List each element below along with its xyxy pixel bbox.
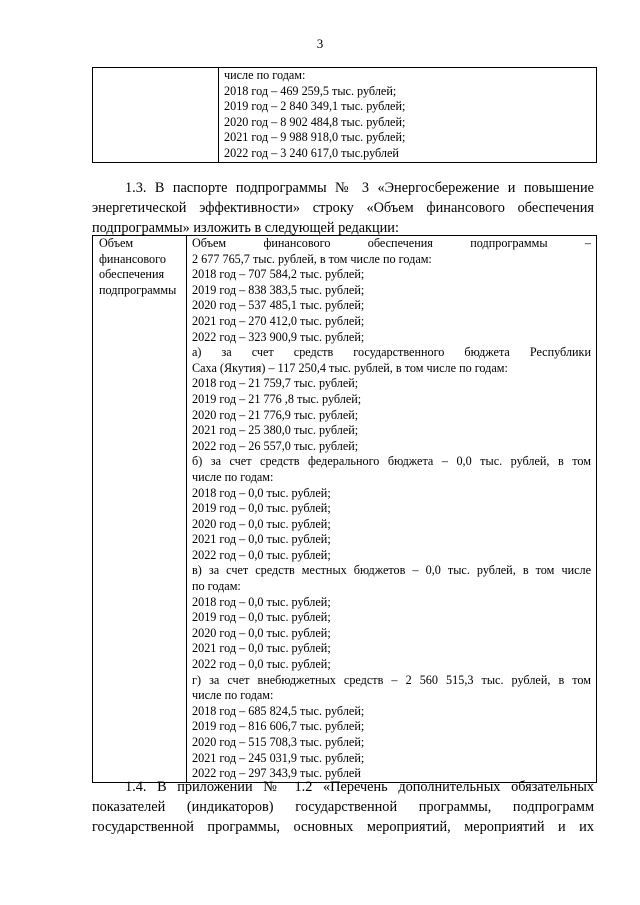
label-line: финансового <box>99 251 166 266</box>
table-line: 2018 год – 685 824,5 тыс. рублей; <box>192 703 365 718</box>
table-line: 2021 год – 9 988 918,0 тыс. рублей; <box>224 130 406 145</box>
label-cell <box>93 236 187 783</box>
table-row <box>93 68 597 163</box>
content-cell <box>219 68 597 163</box>
label-line: Объем <box>99 236 134 250</box>
table-line: 2020 год – 537 485,1 тыс. рублей; <box>192 298 365 313</box>
table-line: числе по годам: <box>192 469 274 484</box>
table-line: 2022 год – 323 900,9 тыс. рублей; <box>192 329 365 344</box>
table-line: 2019 год – 816 606,7 тыс. рублей; <box>192 719 365 734</box>
table-line: 2021 год – 245 031,9 тыс. рублей; <box>192 750 365 765</box>
label-line: обеспечения <box>99 267 165 282</box>
table-line: 2022 год – 0,0 тыс. рублей; <box>192 657 331 672</box>
table-line: 2021 год – 0,0 тыс. рублей; <box>192 532 331 547</box>
table-line: 2019 год – 21 776 ,8 тыс. рублей; <box>192 391 362 406</box>
table-line: в) за счет средств местных бюджетов – 0,0 тыс. рублей, в том числе <box>192 563 591 578</box>
table-line: 2020 год – 0,0 тыс. рублей; <box>192 625 331 640</box>
paragraph-line: энергетической эффективности» строку «Объем финансового обеспечения <box>92 200 594 216</box>
table-line: числе по годам: <box>192 688 274 703</box>
table-line: 2019 год – 0,0 тыс. рублей; <box>192 610 331 625</box>
paragraph-line: 1.3. В паспорте подпрограммы № 3 «Энергосбережение и повышение <box>125 180 594 196</box>
table-line: 2021 год – 0,0 тыс. рублей; <box>192 641 331 656</box>
table-line: а) за счет средств государственного бюджета Республики <box>192 345 591 360</box>
table-line: числе по годам: <box>224 68 306 82</box>
table-line: по годам: <box>192 579 241 594</box>
table-line: 2019 год – 0,0 тыс. рублей; <box>192 501 331 516</box>
table-line: 2022 год – 3 240 617,0 тыс.рублей <box>224 145 399 160</box>
finance-table <box>92 235 597 783</box>
table-line: 2018 год – 21 759,7 тыс. рублей; <box>192 376 359 391</box>
table-line: 2020 год – 515 708,3 тыс. рублей; <box>192 735 365 749</box>
table-line: 2022 год – 297 343,9 тыс. рублей <box>192 766 361 781</box>
paragraph-line: подпрограммы» изложить в следующей редакции: <box>92 220 399 236</box>
table-line: Объем финансового обеспечения подпрограммы – <box>192 236 591 250</box>
table-line: 2020 год – 0,0 тыс. рублей; <box>192 516 331 531</box>
table-line: 2020 год – 8 902 484,8 тыс. рублей; <box>224 114 406 129</box>
table-line: 2022 год – 0,0 тыс. рублей; <box>192 547 331 562</box>
table-line: б) за счет средств федерального бюджета – 0,0 тыс. рублей, в том <box>192 454 591 469</box>
table-line: 2019 год – 838 383,5 тыс. рублей; <box>192 282 365 297</box>
page-number: 3 <box>316 36 324 51</box>
table-line: 2021 год – 25 380,0 тыс. рублей; <box>192 423 359 438</box>
paragraph-line: государственной программы, основных мероприятий, мероприятий и их <box>92 819 594 835</box>
table-line: 2018 год – 0,0 тыс. рублей; <box>192 594 331 609</box>
table-line: г) за счет внебюджетных средств – 2 560 515,3 тыс. рублей, в том <box>192 672 591 687</box>
table-line: 2020 год – 21 776,9 тыс. рублей; <box>192 407 359 422</box>
table-line: 2022 год – 26 557,0 тыс. рублей; <box>192 438 359 453</box>
section-1-4-paragraph <box>92 777 594 837</box>
table-row <box>93 236 597 783</box>
label-cell <box>93 68 219 163</box>
paragraph-line: показателей (индикаторов) государственной программы, подпрограмм <box>92 799 594 815</box>
label-line: подпрограммы <box>99 282 177 297</box>
table-line: 2018 год – 0,0 тыс. рублей; <box>192 485 331 500</box>
table-line: 2018 год – 707 584,2 тыс. рублей; <box>192 267 365 282</box>
table-line: 2018 год – 469 259,5 тыс. рублей; <box>224 83 397 98</box>
paragraph-line: 1.4. В приложении № 1.2 «Перечень дополнительных обязательных <box>125 779 594 795</box>
content-cell <box>187 236 597 783</box>
table-line: Саха (Якутия) – 117 250,4 тыс. рублей, в том числе по годам: <box>192 360 508 375</box>
table-line: 2019 год – 2 840 349,1 тыс. рублей; <box>224 99 406 114</box>
table-line: 2021 год – 270 412,0 тыс. рублей; <box>192 313 365 328</box>
continuation-table <box>92 67 597 163</box>
table-line: 2 677 765,7 тыс. рублей, в том числе по годам: <box>192 251 432 266</box>
section-1-3-paragraph <box>92 178 594 238</box>
